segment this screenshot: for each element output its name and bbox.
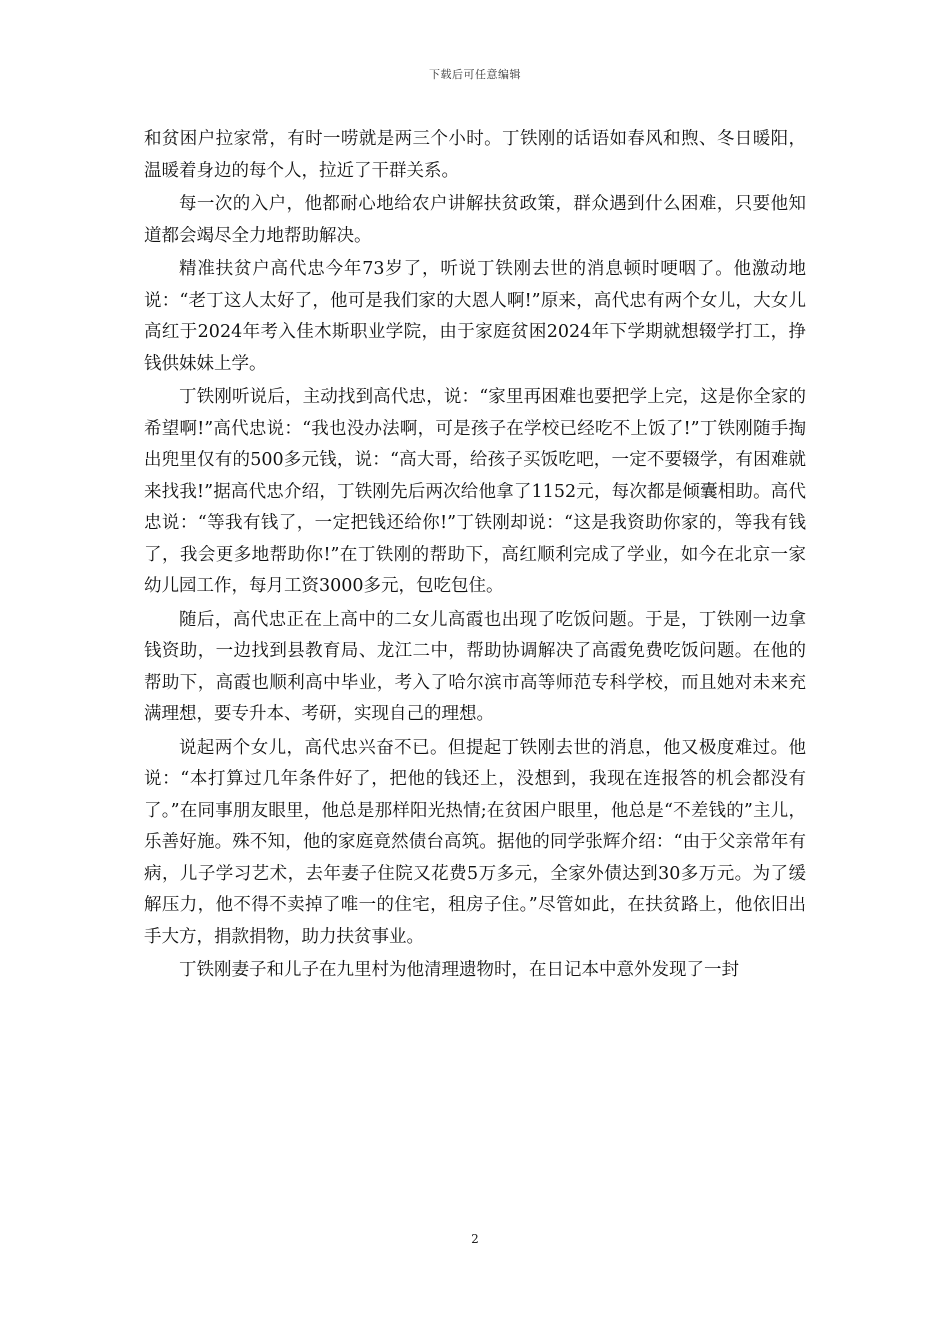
paragraph: 随后，高代忠正在上高中的二女儿高霞也出现了吃饭问题。于是，丁铁刚一边拿钱资助，一边找到县教育局、龙江二中，帮助协调解决了高霞免费吃饭问题。在他的帮助下，高霞也顺利高中毕业，考入了哈尔滨市高等师范专科学校，而且她对未来充满理想，要专升本、考研，实现自己的理想。 xyxy=(144,609,806,724)
page-header: 下载后可任意编辑 xyxy=(429,68,521,81)
paragraph: 丁铁刚听说后，主动找到高代忠，说：“家里再困难也要把学上完，这是你全家的希望啊!”高代忠说：“我也没办法啊，可是孩子在学校已经吃不上饭了!”丁铁刚随手掏出兜里仅有的500多元钱，说：“高大哥，给孩子买饭吃吧，一定不要辍学，有困难就来找我!”据高代忠介绍，丁铁刚先后两次给他拿了1152元，每次都是倾囊相助。高代忠说：“等我有钱了，一定把钱还给你!”丁铁刚却说：“这是我资助你家的，等我有钱了，我会更多地帮助你!”在丁铁刚的帮助下，高红顺利完成了学业，如今在北京一家幼儿园工作，每月工资3000多元，包吃包住。 xyxy=(144,387,806,596)
page-number: 2 xyxy=(471,1232,479,1246)
paragraph: 说起两个女儿，高代忠兴奋不已。但提起丁铁刚去世的消息，他又极度难过。他说：“本打算过几年条件好了，把他的钱还上，没想到，我现在连报答的机会都没有了。”在同事朋友眼里，他总是那样阳光热情;在贫困户眼里，他总是“不差钱的”主儿，乐善好施。殊不知，他的家庭竟然债台高筑。据他的同学张辉介绍：“由于父亲常年有病，儿子学习艺术，去年妻子住院又花费5万多元，全家外债达到30多万元。为了缓解压力，他不得不卖掉了唯一的住宅，租房子住。”尽管如此，在扶贫路上，他依旧出手大方，捐款捐物，助力扶贫事业。 xyxy=(144,737,806,947)
document-body xyxy=(144,124,806,989)
paragraph-continued: 和贫困户拉家常，有时一唠就是两三个小时。丁铁刚的话语如春风和煦、冬日暖阳，温暖着身边的每个人，拉近了干群关系。 xyxy=(144,129,806,181)
paragraph: 精准扶贫户高代忠今年73岁了，听说丁铁刚去世的消息顿时哽咽了。他激动地说：“老丁这人太好了，他可是我们家的大恩人啊!”原来，高代忠有两个女儿，大女儿高红于2024年考入佳木斯职业学院，由于家庭贫困2024年下学期就想辍学打工，挣钱供妹妹上学。 xyxy=(144,259,806,374)
paragraph: 丁铁刚妻子和儿子在九里村为他清理遗物时，在日记本中意外发现了一封 xyxy=(179,960,739,980)
paragraph: 每一次的入户，他都耐心地给农户讲解扶贫政策，群众遇到什么困难，只要他知道都会竭尽全力地帮助解决。 xyxy=(144,194,806,246)
